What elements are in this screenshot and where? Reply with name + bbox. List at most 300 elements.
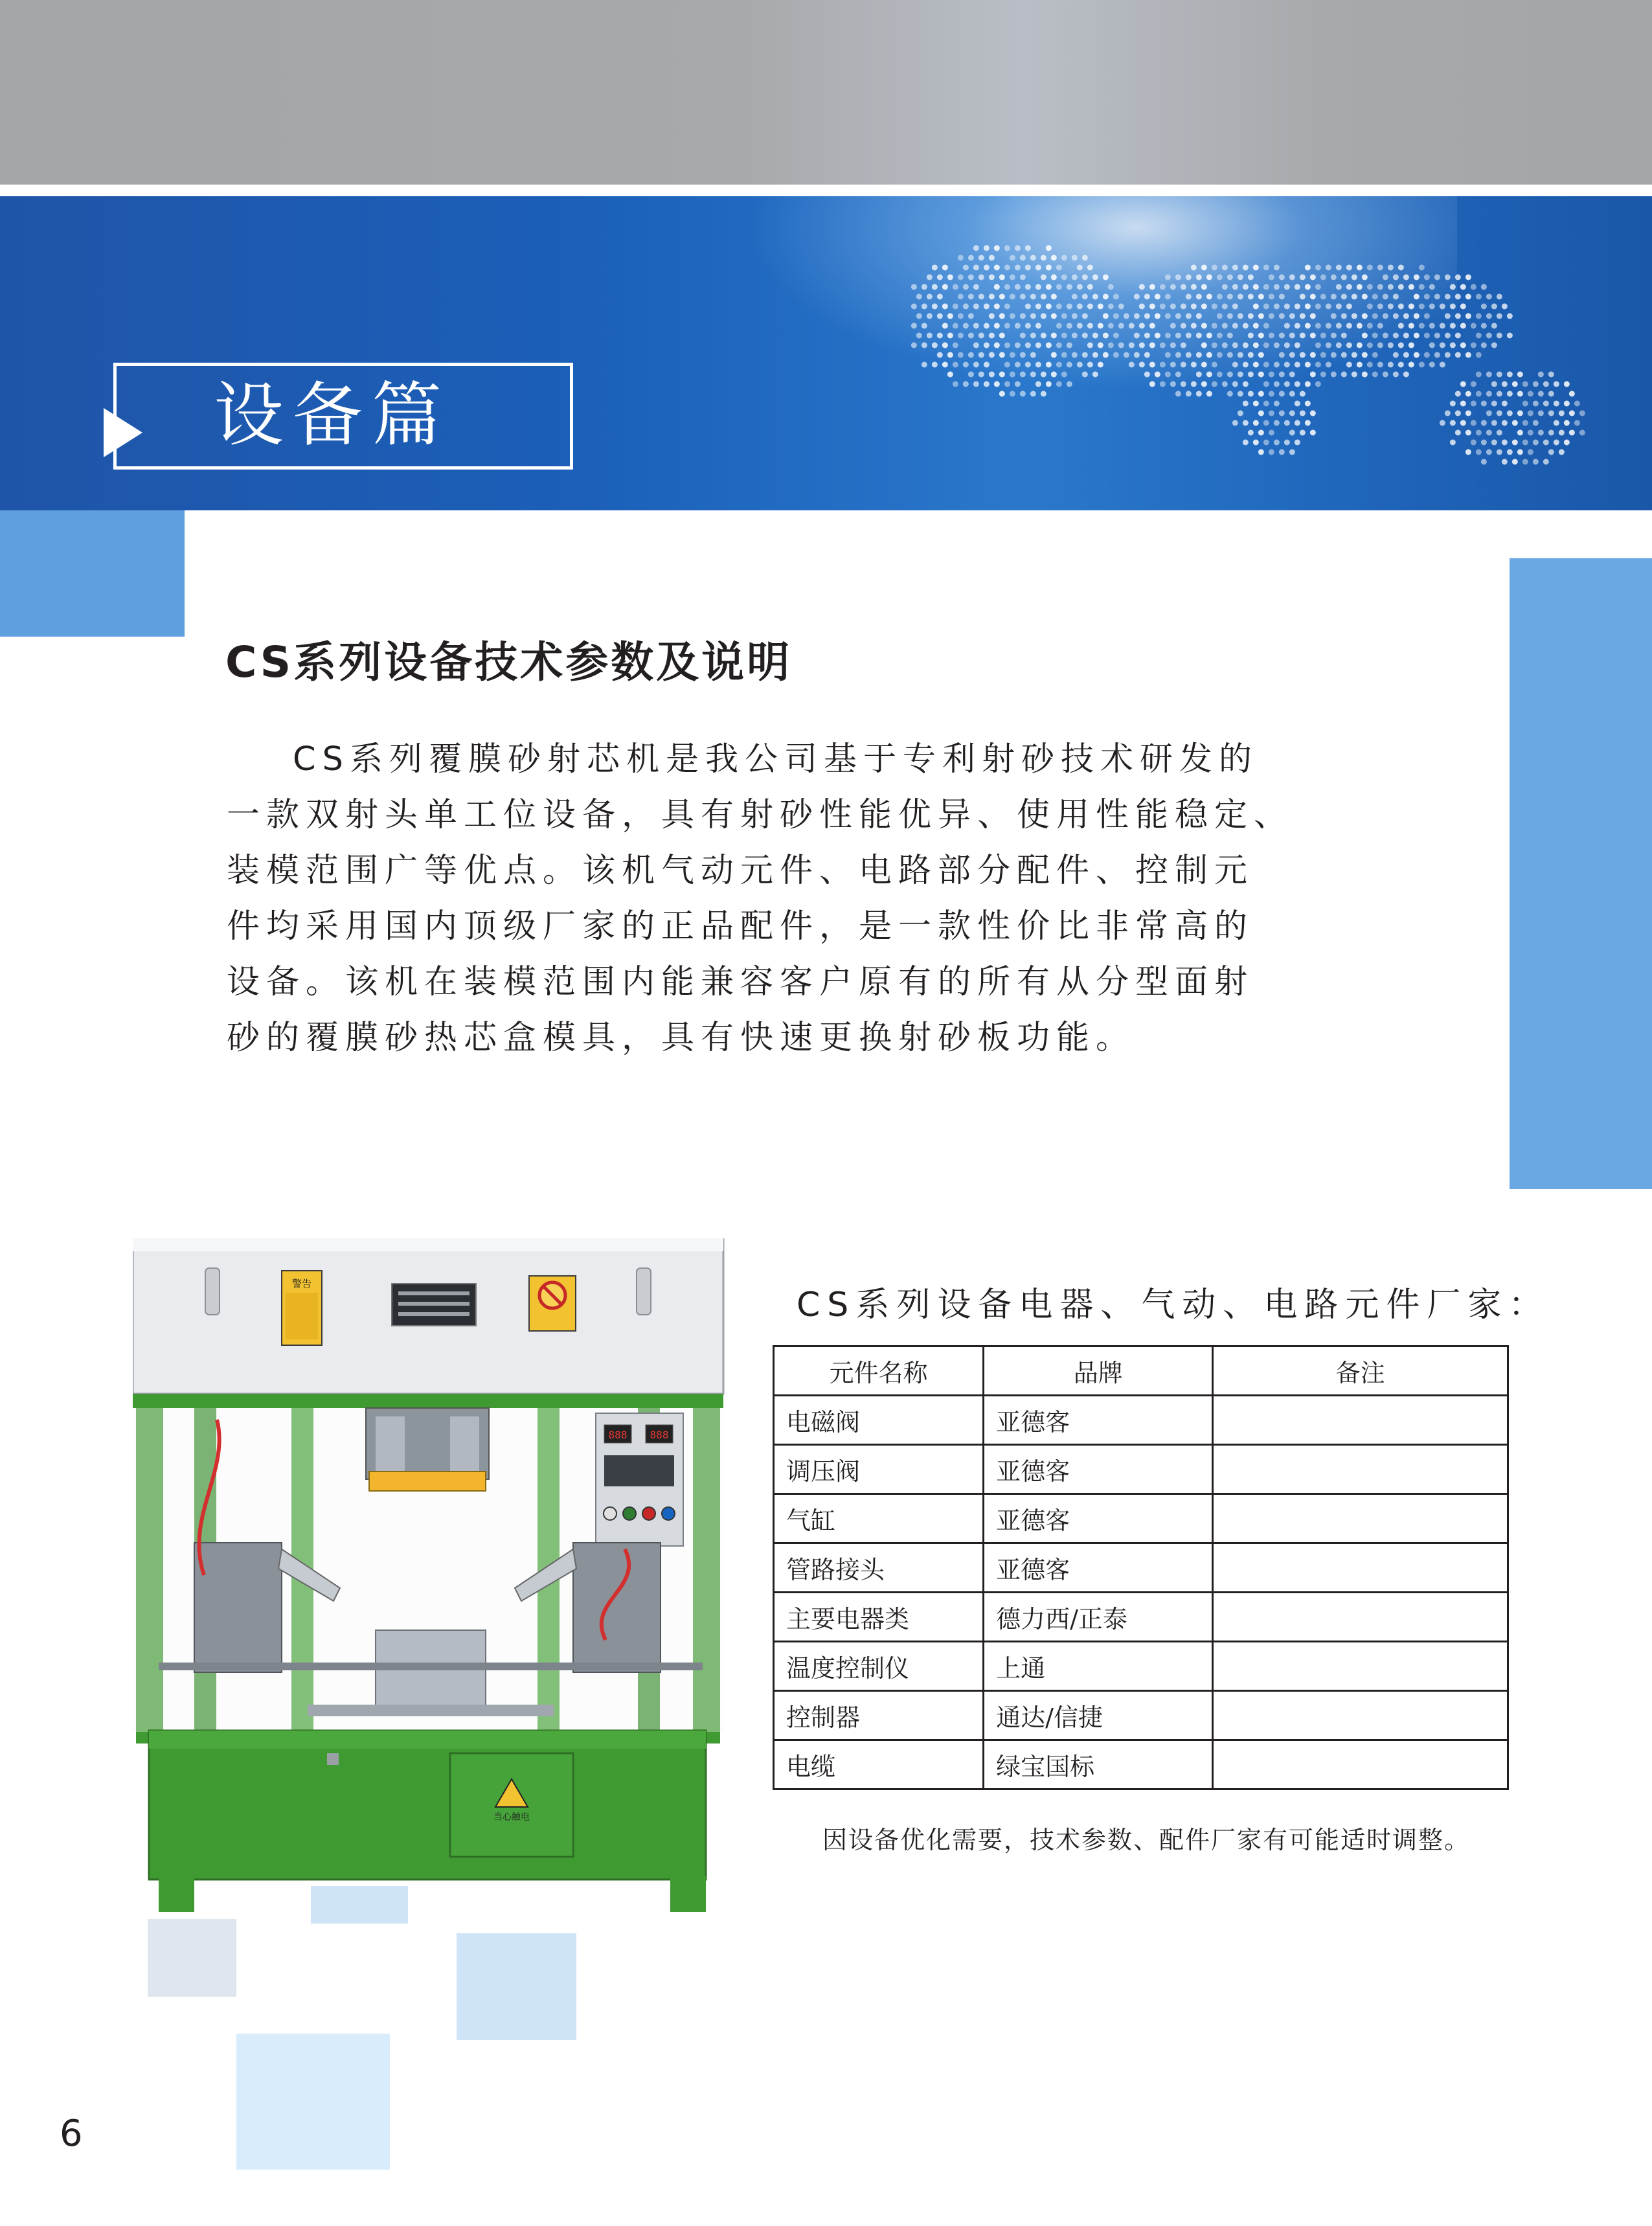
map-dot — [984, 381, 990, 387]
map-dot — [1362, 294, 1368, 300]
map-dot — [1502, 440, 1508, 446]
map-dot — [1497, 333, 1502, 339]
map-dot — [1212, 343, 1217, 348]
map-dot — [1414, 294, 1420, 300]
map-dot — [1295, 323, 1300, 329]
component-cell: 控制器 — [774, 1691, 984, 1740]
map-dot — [1517, 430, 1523, 436]
map-dot — [1196, 313, 1202, 319]
map-dot — [1445, 313, 1451, 319]
map-dot — [1258, 333, 1264, 339]
map-dot — [1243, 420, 1249, 426]
map-dot — [1212, 323, 1217, 329]
map-dot — [1067, 343, 1072, 348]
map-dot — [1020, 255, 1026, 261]
map-dot — [1238, 313, 1243, 319]
table-row — [774, 1642, 1508, 1691]
map-dot — [1020, 333, 1026, 339]
map-dot — [1559, 449, 1565, 455]
map-dot — [1372, 313, 1378, 319]
map-dot — [1181, 323, 1186, 329]
map-dot — [1559, 430, 1565, 436]
map-dot — [958, 352, 964, 358]
map-dot — [963, 265, 969, 271]
map-dot — [1517, 411, 1523, 416]
map-dot — [1134, 313, 1140, 319]
map-dot — [1507, 313, 1513, 319]
map-dot — [1465, 313, 1471, 319]
map-dot — [1533, 381, 1539, 387]
map-dot — [1429, 362, 1435, 368]
map-dot — [1253, 304, 1259, 310]
map-dot — [1579, 430, 1585, 436]
map-dot — [937, 352, 943, 358]
map-dot — [1030, 391, 1036, 397]
map-dot — [1548, 372, 1554, 378]
map-dot — [1377, 284, 1383, 290]
map-dot — [1217, 275, 1223, 280]
map-dot — [1087, 362, 1093, 368]
map-dot — [1419, 304, 1425, 310]
map-dot — [989, 275, 995, 280]
map-dot — [1149, 362, 1155, 368]
map-dot — [1357, 284, 1363, 290]
map-dot — [1217, 333, 1223, 339]
map-dot — [1160, 362, 1166, 368]
map-dot — [1030, 294, 1036, 300]
map-dot — [1362, 275, 1368, 280]
map-dot — [979, 333, 984, 339]
warning-sign-body — [286, 1293, 318, 1339]
supplier-table — [773, 1345, 1509, 1790]
article-paragraph — [227, 732, 1294, 1066]
map-dot — [1284, 362, 1290, 368]
map-dot — [1481, 284, 1487, 290]
map-dot — [1398, 323, 1404, 329]
map-dot — [1352, 294, 1357, 300]
map-dot — [1289, 333, 1295, 339]
map-dot — [1409, 343, 1414, 348]
map-dot — [1030, 372, 1036, 378]
map-dot — [1284, 420, 1290, 426]
map-dot — [1124, 352, 1129, 358]
map-dot — [1186, 313, 1192, 319]
map-dot — [1554, 401, 1559, 407]
map-dot — [1232, 343, 1238, 348]
map-dot — [1030, 255, 1036, 261]
nameplate-line — [398, 1291, 470, 1295]
map-dot — [1569, 430, 1575, 436]
table-row — [774, 1740, 1508, 1789]
map-dot — [1383, 294, 1388, 300]
map-dot — [1450, 440, 1456, 446]
map-dot — [1383, 275, 1388, 280]
map-dot — [1165, 352, 1171, 358]
map-dot — [953, 362, 958, 368]
map-dot — [1041, 333, 1047, 339]
map-dot — [1440, 420, 1445, 426]
map-dot — [1253, 343, 1259, 348]
map-dot — [1139, 304, 1145, 310]
map-dot — [973, 381, 979, 387]
map-dot — [1434, 294, 1440, 300]
map-dot — [1015, 381, 1021, 387]
map-dot — [1186, 275, 1192, 280]
map-dot — [1279, 391, 1285, 397]
map-dot — [1144, 372, 1150, 378]
map-dot — [932, 304, 938, 310]
map-dot — [1569, 411, 1575, 416]
map-dot — [1403, 275, 1409, 280]
brand-cell: 亚德客 — [984, 1543, 1213, 1593]
map-dot — [1020, 372, 1026, 378]
map-dot — [1232, 381, 1238, 387]
map-dot — [1258, 372, 1264, 378]
map-dot — [1543, 440, 1549, 446]
map-dot — [1341, 294, 1347, 300]
map-dot — [1191, 265, 1197, 271]
table-row — [774, 1543, 1508, 1593]
map-dot — [1046, 265, 1052, 271]
map-dot — [1336, 304, 1342, 310]
map-dot — [979, 294, 984, 300]
map-dot — [1206, 275, 1212, 280]
right-sand-hopper — [573, 1543, 661, 1672]
paragraph-line: 一款双射头单工位设备，具有射砂性能优异、使用性能稳定、 — [227, 796, 1294, 834]
map-dot — [1165, 294, 1171, 300]
map-dot — [1212, 362, 1217, 368]
map-dot — [1341, 333, 1347, 339]
map-dot — [1497, 449, 1502, 455]
map-dot — [1310, 333, 1316, 339]
map-dot — [1082, 352, 1088, 358]
map-dot — [1238, 391, 1243, 397]
map-dot — [984, 265, 990, 271]
map-dot — [1025, 343, 1031, 348]
map-dot — [999, 313, 1005, 319]
map-dot — [973, 284, 979, 290]
map-dot — [1263, 304, 1269, 310]
map-dot — [973, 304, 979, 310]
map-dot — [1491, 440, 1497, 446]
map-dot — [1175, 372, 1181, 378]
map-dot — [1077, 284, 1083, 290]
map-dot — [968, 255, 974, 261]
frame-top-beam — [133, 1394, 723, 1408]
map-dot — [1295, 440, 1300, 446]
map-dot — [1315, 323, 1321, 329]
map-dot — [1269, 391, 1274, 397]
map-dot — [999, 294, 1005, 300]
map-dot — [1020, 313, 1026, 319]
brand-cell: 亚德客 — [984, 1494, 1213, 1543]
map-dot — [999, 372, 1005, 378]
map-dot — [1191, 362, 1197, 368]
map-dot — [1222, 323, 1228, 329]
paragraph-line: 设备。该机在装模范围内能兼容客户原有的所有从分型面射 — [227, 963, 1254, 1001]
map-dot — [953, 284, 958, 290]
map-dot — [1393, 275, 1399, 280]
component-cell: 管路接头 — [774, 1543, 984, 1593]
map-dot — [1486, 333, 1492, 339]
map-dot — [1341, 372, 1347, 378]
map-dot — [1460, 343, 1466, 348]
map-dot — [1533, 401, 1539, 407]
play-arrow-icon — [104, 408, 142, 457]
map-dot — [1440, 362, 1445, 368]
map-dot — [1243, 284, 1249, 290]
map-dot — [968, 333, 974, 339]
map-dot — [927, 275, 933, 280]
map-dot — [1295, 420, 1300, 426]
map-dot — [1206, 352, 1212, 358]
map-dot — [1030, 313, 1036, 319]
panel-button — [623, 1507, 636, 1520]
map-dot — [1362, 352, 1368, 358]
map-dot — [1155, 372, 1160, 378]
map-dot — [932, 265, 938, 271]
map-dot — [1134, 352, 1140, 358]
map-dot — [968, 275, 974, 280]
map-dot — [1300, 313, 1306, 319]
map-dot — [1103, 313, 1109, 319]
map-dot — [1310, 372, 1316, 378]
map-dot — [1077, 323, 1083, 329]
map-dot — [937, 313, 943, 319]
map-dot — [1362, 313, 1368, 319]
map-dot — [1533, 420, 1539, 426]
map-dot — [1010, 391, 1015, 397]
map-dot — [1191, 284, 1197, 290]
remarks-cell — [1213, 1642, 1508, 1691]
map-dot — [1072, 352, 1078, 358]
map-dot — [1326, 304, 1331, 310]
map-dot — [1440, 304, 1445, 310]
map-dot — [1004, 245, 1010, 251]
map-dot — [937, 294, 943, 300]
map-dot — [1191, 323, 1197, 329]
map-dot — [999, 391, 1005, 397]
map-dot — [1305, 284, 1311, 290]
map-dot — [1041, 255, 1047, 261]
map-dot — [1046, 343, 1052, 348]
table-header-row — [774, 1346, 1508, 1396]
map-dot — [1056, 284, 1062, 290]
base-rail — [159, 1663, 703, 1670]
map-dot — [1129, 343, 1135, 348]
map-dot — [1082, 333, 1088, 339]
map-dot — [1227, 372, 1233, 378]
map-dot — [1315, 284, 1321, 290]
map-dot — [973, 362, 979, 368]
map-dot — [1465, 275, 1471, 280]
map-dot — [1295, 381, 1300, 387]
map-dot — [942, 304, 948, 310]
component-cell: 调压阀 — [774, 1445, 984, 1494]
decor-square — [457, 1933, 576, 2040]
map-dot — [1445, 411, 1451, 416]
map-dot — [1004, 284, 1010, 290]
map-dot — [1015, 245, 1021, 251]
map-dot — [1486, 449, 1492, 455]
map-dot — [968, 352, 974, 358]
map-dot — [1258, 449, 1264, 455]
map-dot — [1041, 313, 1047, 319]
panel-button — [604, 1507, 617, 1520]
component-cell: 电磁阀 — [774, 1396, 984, 1445]
map-dot — [1289, 275, 1295, 280]
map-dot — [1015, 265, 1021, 271]
map-dot — [1450, 420, 1456, 426]
map-dot — [1491, 323, 1497, 329]
map-dot — [1367, 265, 1373, 271]
map-dot — [937, 275, 943, 280]
map-dot — [1010, 372, 1015, 378]
map-dot — [1528, 391, 1533, 397]
map-dot — [1056, 323, 1062, 329]
map-dot — [1030, 352, 1036, 358]
map-dot — [1326, 362, 1331, 368]
map-dot — [1144, 352, 1150, 358]
map-dot — [1554, 381, 1559, 387]
map-dot — [1528, 449, 1533, 455]
brand-cell: 通达/信捷 — [984, 1691, 1213, 1740]
map-dot — [1232, 323, 1238, 329]
map-dot — [1419, 323, 1425, 329]
map-dot — [1352, 352, 1357, 358]
map-dot — [1056, 265, 1062, 271]
map-dot — [1372, 372, 1378, 378]
component-cell: 气缸 — [774, 1494, 984, 1543]
map-dot — [1139, 323, 1145, 329]
map-dot — [1035, 265, 1041, 271]
map-dot — [1414, 275, 1420, 280]
map-dot — [1310, 313, 1316, 319]
map-dot — [999, 352, 1005, 358]
map-dot — [1222, 343, 1228, 348]
map-dot — [1269, 275, 1274, 280]
map-dot — [1445, 352, 1451, 358]
map-dot — [1196, 391, 1202, 397]
map-dot — [1465, 391, 1471, 397]
map-dot — [1331, 333, 1337, 339]
map-dot — [1020, 275, 1026, 280]
map-dot — [1098, 362, 1103, 368]
map-dot — [1548, 411, 1554, 416]
map-dot — [1248, 333, 1254, 339]
map-dot — [1046, 304, 1052, 310]
map-dot — [994, 284, 1000, 290]
map-dot — [1098, 304, 1103, 310]
map-dot — [1574, 420, 1580, 426]
map-dot — [1279, 275, 1285, 280]
map-dot — [1367, 343, 1373, 348]
map-dot — [989, 294, 995, 300]
map-dot — [1056, 362, 1062, 368]
map-dot — [1206, 294, 1212, 300]
map-dot — [1258, 391, 1264, 397]
map-dot — [1082, 313, 1088, 319]
map-dot — [1092, 333, 1098, 339]
map-dot — [1548, 391, 1554, 397]
map-dot — [1471, 401, 1477, 407]
map-dot — [1403, 333, 1409, 339]
map-dot — [1087, 284, 1093, 290]
map-dot — [1196, 294, 1202, 300]
map-dot — [1538, 372, 1544, 378]
map-dot — [1274, 401, 1280, 407]
map-dot — [1263, 401, 1269, 407]
map-dot — [1445, 294, 1451, 300]
map-dot — [1175, 313, 1181, 319]
map-dot — [1118, 304, 1124, 310]
map-dot — [1227, 313, 1233, 319]
map-dot — [1056, 343, 1062, 348]
map-dot — [1269, 449, 1274, 455]
map-dot — [1491, 304, 1497, 310]
map-dot — [1507, 449, 1513, 455]
map-dot — [1429, 343, 1435, 348]
map-dot — [994, 381, 1000, 387]
map-dot — [1092, 294, 1098, 300]
map-dot — [989, 313, 995, 319]
component-cell: 温度控制仪 — [774, 1642, 984, 1691]
controller-screen — [604, 1455, 674, 1486]
map-dot — [1258, 411, 1264, 416]
map-dot — [1295, 362, 1300, 368]
map-dot — [1295, 284, 1300, 290]
map-dot — [1305, 323, 1311, 329]
map-dot — [1113, 333, 1119, 339]
map-dot — [973, 323, 979, 329]
map-dot — [1269, 411, 1274, 416]
map-dot — [1341, 275, 1347, 280]
map-dot — [1388, 343, 1394, 348]
map-dot — [1263, 265, 1269, 271]
map-dot — [1357, 323, 1363, 329]
map-dot — [1409, 362, 1414, 368]
map-dot — [1004, 343, 1010, 348]
map-dot — [1072, 275, 1078, 280]
map-dot — [1460, 304, 1466, 310]
map-dot — [1004, 304, 1010, 310]
map-dot — [1315, 265, 1321, 271]
map-dot — [1331, 372, 1337, 378]
adjustment-note: 因设备优化需要，技术参数、配件厂家有可能适时调整。 — [822, 1826, 1471, 1854]
map-dot — [1398, 284, 1404, 290]
map-dot — [1331, 275, 1337, 280]
map-dot — [1434, 275, 1440, 280]
map-dot — [1372, 352, 1378, 358]
display-digits: 888 — [650, 1429, 669, 1441]
map-dot — [1253, 323, 1259, 329]
map-dot — [1072, 294, 1078, 300]
map-dot — [1367, 362, 1373, 368]
map-dot — [1274, 284, 1280, 290]
map-dot — [1310, 294, 1316, 300]
housing-top — [133, 1238, 723, 1251]
left-sand-hopper — [194, 1543, 282, 1672]
map-dot — [1175, 352, 1181, 358]
map-dot — [1067, 362, 1072, 368]
map-dot — [1346, 323, 1352, 329]
map-dot — [953, 381, 958, 387]
map-dot — [1201, 362, 1207, 368]
map-dot — [1181, 381, 1186, 387]
map-dot — [1398, 265, 1404, 271]
map-dot — [1429, 284, 1435, 290]
map-dot — [1414, 333, 1420, 339]
